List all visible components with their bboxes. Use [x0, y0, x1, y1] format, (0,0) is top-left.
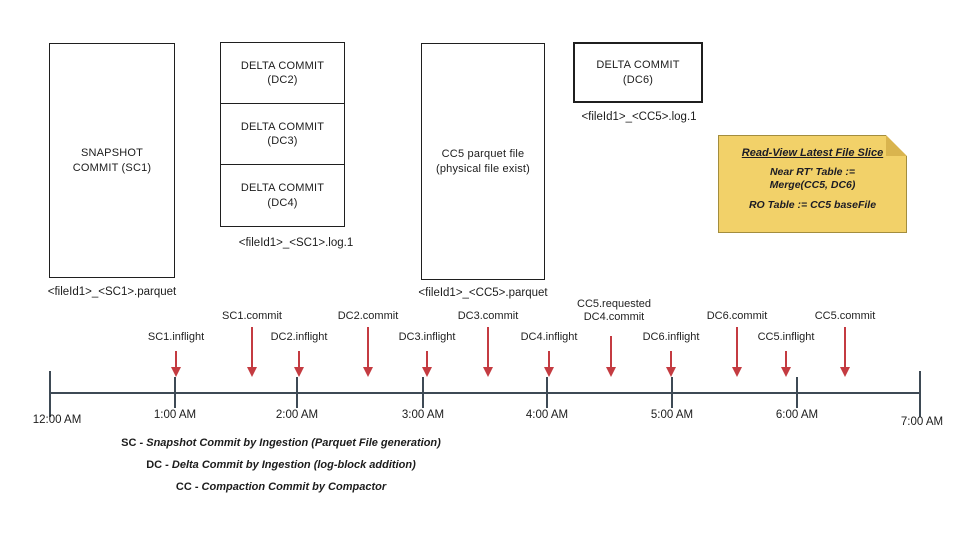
down-arrow-icon — [171, 367, 181, 377]
delta-cell-dc3-label: DELTA COMMIT (DC3) — [240, 120, 325, 147]
down-arrow-icon — [840, 367, 850, 377]
event-label-dc3-inflight: DC3.inflight — [398, 331, 456, 343]
tick-label-7am: 7:00 AM — [900, 416, 944, 428]
delta-cell-dc2 — [221, 43, 344, 104]
arrow-dc4-inflight — [544, 351, 554, 377]
legend-line-sc — [51, 437, 511, 449]
arrow-dc3-commit — [483, 327, 493, 377]
note-ro-line: RO Table := CC5 baseFile — [748, 199, 877, 212]
tick-label-4am: 4:00 AM — [525, 409, 569, 421]
tick-label-3am: 3:00 AM — [401, 409, 445, 421]
snapshot-commit-label: SNAPSHOT COMMIT (SC1) — [72, 147, 152, 174]
event-label-cc5-commit: CC5.commit — [814, 310, 876, 322]
arrow-dc6-inflight — [666, 351, 676, 377]
event-label-cc5-requested-dc4-commit: CC5.requested DC4.commit — [577, 298, 651, 324]
arrow-dc6-commit — [732, 327, 742, 377]
event-label-dc2-commit: DC2.commit — [337, 310, 399, 322]
down-arrow-icon — [294, 367, 304, 377]
arrow-dc2-commit — [363, 327, 373, 377]
down-arrow-icon — [544, 367, 554, 377]
down-arrow-icon — [666, 367, 676, 377]
tick-label-1am: 1:00 AM — [153, 409, 197, 421]
legend-desc-dc: Delta Commit by Ingestion (log-block addition) — [171, 459, 416, 471]
arrow-sc1-commit — [247, 327, 257, 377]
legend-line-cc — [51, 481, 511, 493]
note-fold-corner-icon — [886, 135, 907, 156]
event-label-dc6-commit: DC6.commit — [706, 310, 768, 322]
down-arrow-icon — [422, 367, 432, 377]
event-label-cc5-inflight: CC5.inflight — [757, 331, 815, 343]
timeline-tick-4am — [546, 377, 548, 408]
delta-cell-dc2-label: DELTA COMMIT (DC2) — [240, 59, 325, 86]
note-title: Read-View Latest File Slice — [741, 147, 884, 159]
legend-abbr-sc: SC - — [121, 437, 147, 449]
tick-label-12am: 12:00 AM — [32, 414, 82, 426]
arrow-cc5-inflight — [781, 351, 791, 377]
legend — [51, 437, 511, 503]
tick-label-6am: 6:00 AM — [775, 409, 819, 421]
tick-label-2am: 2:00 AM — [275, 409, 319, 421]
event-label-dc2-inflight: DC2.inflight — [270, 331, 328, 343]
delta-cell-dc4 — [221, 165, 344, 226]
legend-abbr-cc: CC - — [175, 481, 202, 493]
down-arrow-icon — [247, 367, 257, 377]
sc1-log-file-label: <fileId1>_<SC1>.log.1 — [238, 237, 354, 249]
cc5-file-label: <fileId1>_<CC5>.parquet — [418, 287, 548, 299]
legend-abbr-dc: DC - — [146, 459, 172, 471]
delta-commit-stack — [220, 42, 345, 227]
timeline-tick-6am — [796, 377, 798, 408]
event-label-sc1-commit: SC1.commit — [222, 310, 282, 322]
dc6-label: DELTA COMMIT (DC6) — [596, 59, 680, 86]
arrow-cc5-commit — [840, 327, 850, 377]
cc5-log-file-label: <fileId1>_<CC5>.log.1 — [581, 111, 697, 123]
down-arrow-icon — [606, 367, 616, 377]
legend-line-dc — [51, 459, 511, 471]
timeline-tick-3am — [422, 377, 424, 408]
legend-desc-sc: Snapshot Commit by Ingestion (Parquet File generation) — [146, 437, 441, 449]
timeline-tick-2am — [296, 377, 298, 408]
timeline-axis — [50, 392, 921, 394]
down-arrow-icon — [363, 367, 373, 377]
timeline-tick-1am — [174, 377, 176, 408]
timeline-tick-7am — [919, 371, 921, 417]
tick-label-5am: 5:00 AM — [650, 409, 694, 421]
arrow-sc1-inflight — [171, 351, 181, 377]
delta-cell-dc3 — [221, 104, 344, 165]
note-near-rt-line: Near RT' Table := Merge(CC5, DC6) — [769, 166, 856, 192]
dc6-box — [573, 42, 703, 103]
cc5-parquet-label: CC5 parquet file (physical file exist) — [435, 148, 531, 175]
snapshot-commit-box — [49, 43, 175, 278]
delta-cell-dc4-label: DELTA COMMIT (DC4) — [240, 182, 325, 209]
timeline-tick-5am — [671, 377, 673, 408]
read-view-note — [718, 135, 907, 233]
event-label-sc1-inflight: SC1.inflight — [147, 331, 205, 343]
event-label-dc4-inflight: DC4.inflight — [520, 331, 578, 343]
down-arrow-icon — [781, 367, 791, 377]
down-arrow-icon — [483, 367, 493, 377]
arrow-dc2-inflight — [294, 351, 304, 377]
timeline-tick-12am — [49, 371, 51, 417]
cc5-parquet-box — [421, 43, 545, 280]
snapshot-file-label: <fileId1>_<SC1>.parquet — [47, 286, 177, 298]
event-label-dc6-inflight: DC6.inflight — [642, 331, 700, 343]
arrow-dc3-inflight — [422, 351, 432, 377]
arrow-cc5-requested-dc4-commit — [606, 336, 616, 377]
legend-desc-cc: Compaction Commit by Compactor — [201, 481, 387, 493]
event-label-dc3-commit: DC3.commit — [457, 310, 519, 322]
down-arrow-icon — [732, 367, 742, 377]
